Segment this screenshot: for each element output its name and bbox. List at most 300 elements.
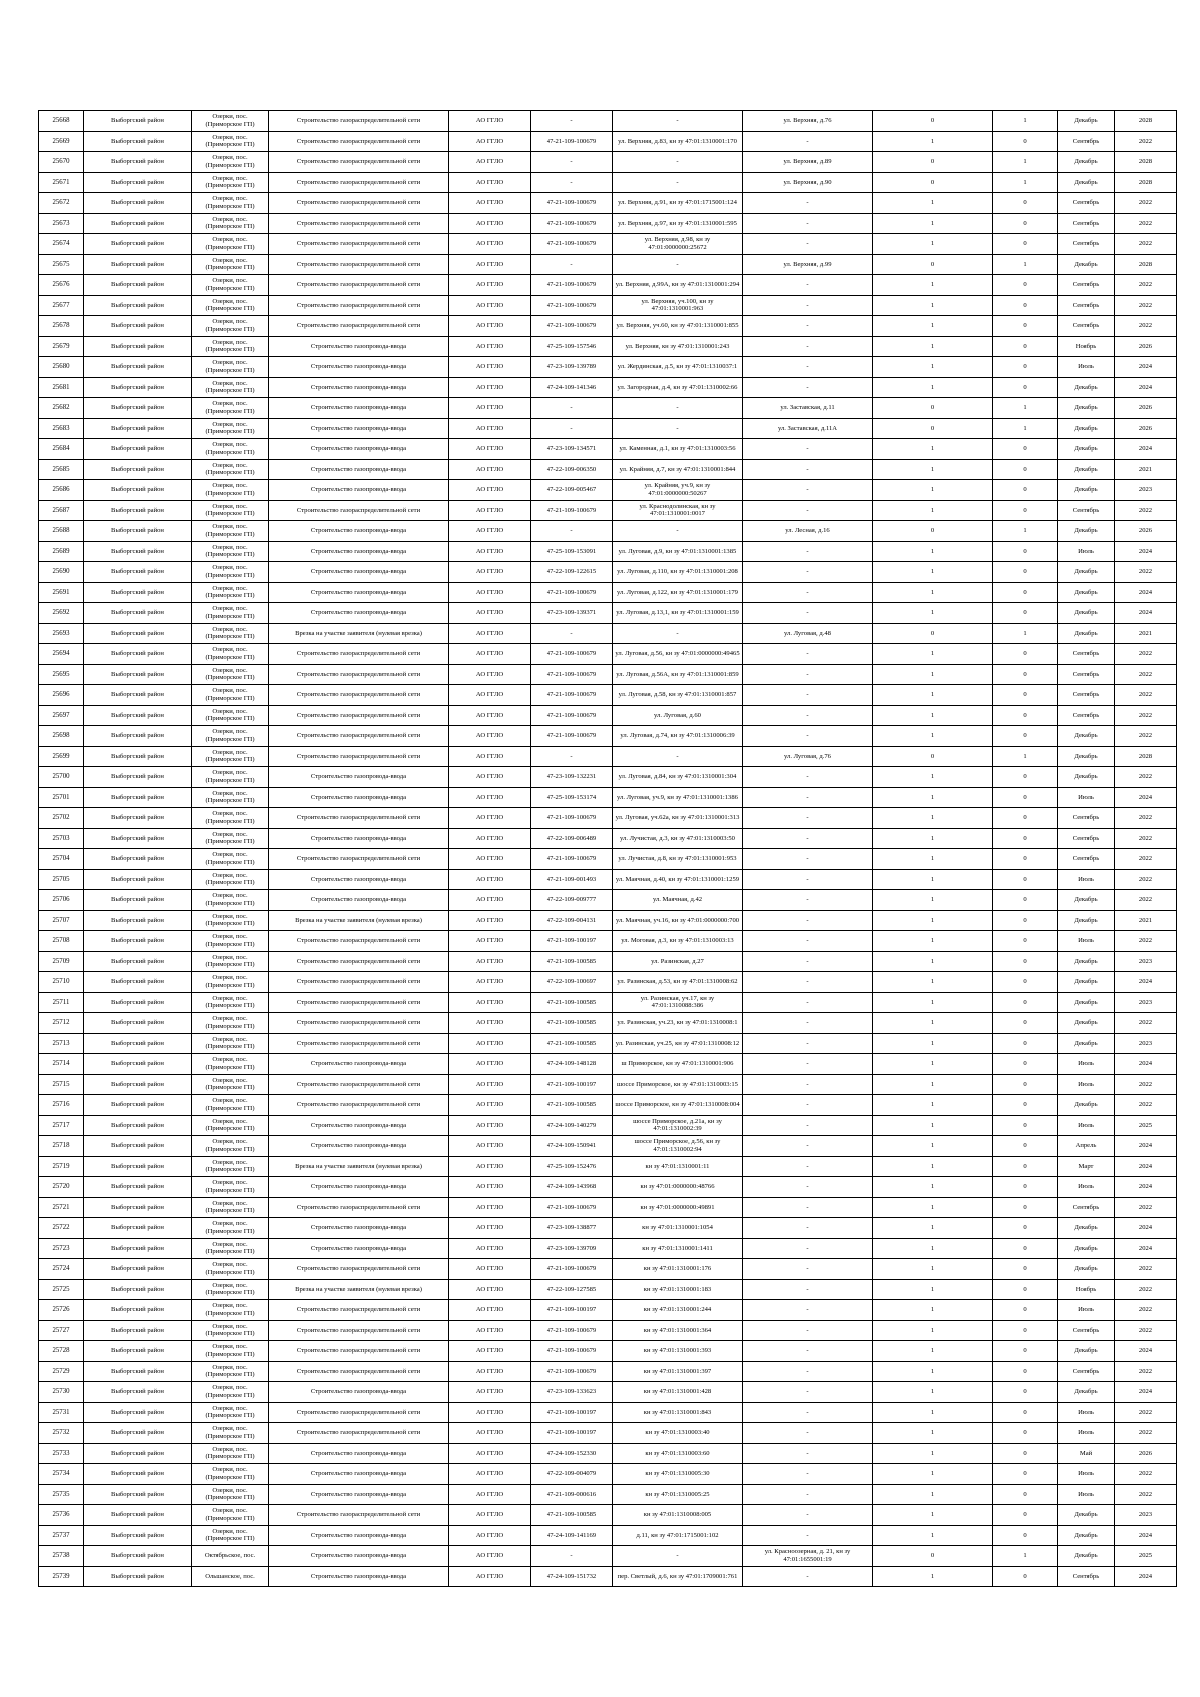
cell-work-type: Строительство газораспределительной сети bbox=[269, 951, 449, 972]
cell-number: 25670 bbox=[39, 152, 84, 173]
cell-count-without-contract: 0 bbox=[993, 1013, 1058, 1034]
cell-district: Выборгский район bbox=[84, 418, 192, 439]
cell-address-with-contract: ул. Верхняя, д.99А, кн зу 47:01:1310001:294 bbox=[613, 275, 743, 296]
cell-settlement: Озерки, пос. (Приморское ГП) bbox=[192, 1505, 269, 1526]
cell-organization: АО ГГЛО bbox=[449, 1013, 531, 1034]
cell-count-without-contract: 0 bbox=[993, 541, 1058, 562]
cell-address-without-contract: - bbox=[743, 808, 873, 829]
cell-count-with-contract: 1 bbox=[873, 1566, 993, 1587]
cell-address-without-contract: - bbox=[743, 1505, 873, 1526]
cell-address-without-contract: - bbox=[743, 193, 873, 214]
cell-work-type: Строительство газопровода-ввода bbox=[269, 439, 449, 460]
cell-district: Выборгский район bbox=[84, 172, 192, 193]
cell-count-with-contract: 1 bbox=[873, 664, 993, 685]
cell-application-number: 47-21-109-100585 bbox=[531, 951, 613, 972]
cell-organization: АО ГГЛО bbox=[449, 992, 531, 1013]
table-row bbox=[39, 828, 1177, 849]
cell-month: Декабрь bbox=[1058, 111, 1115, 132]
cell-count-without-contract: 0 bbox=[993, 500, 1058, 521]
cell-year: 2024 bbox=[1115, 972, 1177, 993]
cell-month: Декабрь bbox=[1058, 172, 1115, 193]
cell-number: 25736 bbox=[39, 1505, 84, 1526]
cell-month: Июль bbox=[1058, 1402, 1115, 1423]
cell-settlement: Озерки, пос. (Приморское ГП) bbox=[192, 1156, 269, 1177]
cell-year: 2028 bbox=[1115, 152, 1177, 173]
cell-organization: АО ГГЛО bbox=[449, 562, 531, 583]
cell-address-with-contract: д.11, кн зу 47:01:1715001:102 bbox=[613, 1525, 743, 1546]
cell-settlement: Озерки, пос. (Приморское ГП) bbox=[192, 1095, 269, 1116]
cell-year: 2022 bbox=[1115, 705, 1177, 726]
cell-organization: АО ГГЛО bbox=[449, 1300, 531, 1321]
cell-count-without-contract: 0 bbox=[993, 931, 1058, 952]
cell-number: 25722 bbox=[39, 1218, 84, 1239]
cell-month: Июль bbox=[1058, 1115, 1115, 1136]
cell-number: 25716 bbox=[39, 1095, 84, 1116]
cell-address-without-contract: - bbox=[743, 1484, 873, 1505]
cell-number: 25680 bbox=[39, 357, 84, 378]
table-row bbox=[39, 152, 1177, 173]
cell-application-number: 47-21-109-100679 bbox=[531, 295, 613, 316]
cell-address-without-contract: - bbox=[743, 1525, 873, 1546]
cell-application-number: 47-21-109-100679 bbox=[531, 808, 613, 829]
cell-count-without-contract: 0 bbox=[993, 1115, 1058, 1136]
cell-count-with-contract: 1 bbox=[873, 1300, 993, 1321]
cell-year: 2022 bbox=[1115, 275, 1177, 296]
cell-number: 25698 bbox=[39, 726, 84, 747]
table-row bbox=[39, 603, 1177, 624]
cell-address-with-contract: - bbox=[613, 111, 743, 132]
cell-count-without-contract: 0 bbox=[993, 1382, 1058, 1403]
cell-number: 25700 bbox=[39, 767, 84, 788]
cell-year: 2022 bbox=[1115, 664, 1177, 685]
cell-organization: АО ГГЛО bbox=[449, 685, 531, 706]
cell-count-without-contract: 0 bbox=[993, 1136, 1058, 1157]
cell-address-without-contract: - bbox=[743, 1136, 873, 1157]
cell-settlement: Озерки, пос. (Приморское ГП) bbox=[192, 152, 269, 173]
cell-count-without-contract: 0 bbox=[993, 193, 1058, 214]
cell-year: 2022 bbox=[1115, 234, 1177, 255]
cell-organization: АО ГГЛО bbox=[449, 603, 531, 624]
cell-work-type: Строительство газопровода-ввода bbox=[269, 1115, 449, 1136]
table-row bbox=[39, 1566, 1177, 1587]
cell-year: 2026 bbox=[1115, 418, 1177, 439]
cell-address-with-contract: ул. Луговая, д.110, кн зу 47:01:1310001:208 bbox=[613, 562, 743, 583]
cell-address-without-contract: - bbox=[743, 1197, 873, 1218]
cell-number: 25668 bbox=[39, 111, 84, 132]
cell-year: 2022 bbox=[1115, 1484, 1177, 1505]
cell-organization: АО ГГЛО bbox=[449, 808, 531, 829]
cell-count-without-contract: 0 bbox=[993, 377, 1058, 398]
cell-count-with-contract: 1 bbox=[873, 869, 993, 890]
cell-count-without-contract: 1 bbox=[993, 1546, 1058, 1567]
cell-year: 2024 bbox=[1115, 603, 1177, 624]
cell-count-without-contract: 0 bbox=[993, 644, 1058, 665]
cell-address-with-contract: - bbox=[613, 152, 743, 173]
cell-address-without-contract: - bbox=[743, 1423, 873, 1444]
cell-count-with-contract: 1 bbox=[873, 1218, 993, 1239]
cell-organization: АО ГГЛО bbox=[449, 849, 531, 870]
cell-application-number: 47-21-109-100585 bbox=[531, 1013, 613, 1034]
cell-settlement: Озерки, пос. (Приморское ГП) bbox=[192, 603, 269, 624]
cell-work-type: Врезка на участке заявителя (нулевая врезка) bbox=[269, 623, 449, 644]
cell-address-without-contract: - bbox=[743, 910, 873, 931]
cell-count-with-contract: 1 bbox=[873, 808, 993, 829]
cell-year: 2022 bbox=[1115, 1423, 1177, 1444]
cell-address-with-contract: ул. Разинская, д.53, кн зу 47:01:1310008:62 bbox=[613, 972, 743, 993]
cell-number: 25724 bbox=[39, 1259, 84, 1280]
cell-application-number: 47-22-109-100697 bbox=[531, 972, 613, 993]
cell-settlement: Озерки, пос. (Приморское ГП) bbox=[192, 111, 269, 132]
cell-address-with-contract: ул. Луговая, д.60 bbox=[613, 705, 743, 726]
cell-district: Выборгский район bbox=[84, 1238, 192, 1259]
cell-address-with-contract: кн зу 47:01:1310001:183 bbox=[613, 1279, 743, 1300]
cell-district: Выборгский район bbox=[84, 500, 192, 521]
cell-month: Декабрь bbox=[1058, 459, 1115, 480]
cell-count-with-contract: 1 bbox=[873, 1320, 993, 1341]
cell-district: Выборгский район bbox=[84, 705, 192, 726]
cell-settlement: Озерки, пос. (Приморское ГП) bbox=[192, 1033, 269, 1054]
cell-settlement: Озерки, пос. (Приморское ГП) bbox=[192, 623, 269, 644]
cell-month: Сентябрь bbox=[1058, 500, 1115, 521]
cell-count-without-contract: 0 bbox=[993, 275, 1058, 296]
cell-address-without-contract: ул. Верхняя, д.90 bbox=[743, 172, 873, 193]
cell-address-without-contract: ул. Красноозерная, д. 21, кн зу 47:01:1655001:19 bbox=[743, 1546, 873, 1567]
cell-count-without-contract: 0 bbox=[993, 1484, 1058, 1505]
cell-application-number: 47-23-109-133623 bbox=[531, 1382, 613, 1403]
cell-application-number: 47-21-109-100679 bbox=[531, 500, 613, 521]
cell-work-type: Строительство газораспределительной сети bbox=[269, 931, 449, 952]
cell-count-with-contract: 1 bbox=[873, 1443, 993, 1464]
cell-address-with-contract: ул. Верхняя, уч.60, кн зу 47:01:1310001:855 bbox=[613, 316, 743, 337]
cell-year: 2024 bbox=[1115, 1177, 1177, 1198]
cell-count-without-contract: 1 bbox=[993, 418, 1058, 439]
cell-settlement: Озерки, пос. (Приморское ГП) bbox=[192, 131, 269, 152]
cell-number: 25729 bbox=[39, 1361, 84, 1382]
cell-address-with-contract: ул. Верхняя, д.83, кн зу 47:01:1310001:170 bbox=[613, 131, 743, 152]
cell-district: Выборгский район bbox=[84, 541, 192, 562]
cell-settlement: Озерки, пос. (Приморское ГП) bbox=[192, 931, 269, 952]
cell-address-with-contract: ул. Разинская, д.27 bbox=[613, 951, 743, 972]
cell-district: Выборгский район bbox=[84, 1484, 192, 1505]
cell-count-with-contract: 0 bbox=[873, 521, 993, 542]
table-row bbox=[39, 849, 1177, 870]
cell-count-with-contract: 1 bbox=[873, 500, 993, 521]
table-row bbox=[39, 254, 1177, 275]
table-row bbox=[39, 1505, 1177, 1526]
cell-work-type: Строительство газораспределительной сети bbox=[269, 234, 449, 255]
cell-application-number: 47-24-109-150941 bbox=[531, 1136, 613, 1157]
cell-year: 2024 bbox=[1115, 1566, 1177, 1587]
cell-year: 2023 bbox=[1115, 992, 1177, 1013]
cell-settlement: Озерки, пос. (Приморское ГП) bbox=[192, 972, 269, 993]
cell-organization: АО ГГЛО bbox=[449, 111, 531, 132]
cell-address-with-contract: ул. Маячная, д.42 bbox=[613, 890, 743, 911]
cell-address-without-contract: - bbox=[743, 234, 873, 255]
cell-organization: АО ГГЛО bbox=[449, 972, 531, 993]
cell-month: Сентябрь bbox=[1058, 295, 1115, 316]
cell-application-number: 47-24-109-141346 bbox=[531, 377, 613, 398]
cell-year: 2024 bbox=[1115, 439, 1177, 460]
cell-application-number: 47-24-109-148128 bbox=[531, 1054, 613, 1075]
cell-month: Июль bbox=[1058, 1177, 1115, 1198]
cell-address-with-contract: кн зу 47:01:1310001:364 bbox=[613, 1320, 743, 1341]
cell-work-type: Строительство газопровода-ввода bbox=[269, 398, 449, 419]
cell-month: Июль bbox=[1058, 1300, 1115, 1321]
cell-application-number: 47-21-109-100197 bbox=[531, 931, 613, 952]
table-row bbox=[39, 1464, 1177, 1485]
cell-count-without-contract: 0 bbox=[993, 582, 1058, 603]
cell-address-without-contract: ул. Луговая, д.48 bbox=[743, 623, 873, 644]
cell-address-without-contract: ул. Заставская, д.11 bbox=[743, 398, 873, 419]
cell-number: 25702 bbox=[39, 808, 84, 829]
cell-organization: АО ГГЛО bbox=[449, 1095, 531, 1116]
cell-settlement: Октябрьское, пос. bbox=[192, 1546, 269, 1567]
cell-organization: АО ГГЛО bbox=[449, 316, 531, 337]
cell-address-without-contract: - bbox=[743, 890, 873, 911]
cell-work-type: Строительство газораспределительной сети bbox=[269, 1320, 449, 1341]
cell-number: 25731 bbox=[39, 1402, 84, 1423]
cell-count-with-contract: 1 bbox=[873, 1484, 993, 1505]
cell-work-type: Строительство газораспределительной сети bbox=[269, 1074, 449, 1095]
table-row bbox=[39, 1259, 1177, 1280]
cell-work-type: Строительство газопровода-ввода bbox=[269, 377, 449, 398]
cell-month: Июль bbox=[1058, 357, 1115, 378]
cell-month: Июль bbox=[1058, 1484, 1115, 1505]
cell-settlement: Ольшанское, пос. bbox=[192, 1566, 269, 1587]
cell-address-without-contract: - bbox=[743, 685, 873, 706]
cell-application-number: 47-24-109-141169 bbox=[531, 1525, 613, 1546]
cell-address-without-contract: - bbox=[743, 1402, 873, 1423]
cell-count-without-contract: 0 bbox=[993, 1525, 1058, 1546]
cell-year: 2023 bbox=[1115, 480, 1177, 501]
cell-settlement: Озерки, пос. (Приморское ГП) bbox=[192, 172, 269, 193]
table-row bbox=[39, 336, 1177, 357]
cell-month: Апрель bbox=[1058, 1136, 1115, 1157]
cell-number: 25681 bbox=[39, 377, 84, 398]
cell-district: Выборгский район bbox=[84, 910, 192, 931]
cell-address-without-contract: - bbox=[743, 951, 873, 972]
cell-address-with-contract: - bbox=[613, 398, 743, 419]
cell-address-without-contract: ул. Верхняя, д.89 bbox=[743, 152, 873, 173]
table-row bbox=[39, 1074, 1177, 1095]
cell-work-type: Врезка на участке заявителя (нулевая врезка) bbox=[269, 910, 449, 931]
cell-settlement: Озерки, пос. (Приморское ГП) bbox=[192, 685, 269, 706]
cell-organization: АО ГГЛО bbox=[449, 1464, 531, 1485]
cell-organization: АО ГГЛО bbox=[449, 439, 531, 460]
cell-address-without-contract: - bbox=[743, 1382, 873, 1403]
cell-count-without-contract: 0 bbox=[993, 1197, 1058, 1218]
cell-address-with-contract: ул. Разинская, уч.25, кн зу 47:01:1310008:12 bbox=[613, 1033, 743, 1054]
cell-address-with-contract: кн зу 47:01:1310001:1411 bbox=[613, 1238, 743, 1259]
cell-address-with-contract: ул. Луговая, д.13,1, кн зу 47:01:1310001:159 bbox=[613, 603, 743, 624]
cell-year: 2022 bbox=[1115, 562, 1177, 583]
cell-organization: АО ГГЛО bbox=[449, 131, 531, 152]
table-row bbox=[39, 1279, 1177, 1300]
cell-year: 2021 bbox=[1115, 910, 1177, 931]
cell-organization: АО ГГЛО bbox=[449, 787, 531, 808]
cell-district: Выборгский район bbox=[84, 1505, 192, 1526]
cell-organization: АО ГГЛО bbox=[449, 295, 531, 316]
cell-count-with-contract: 1 bbox=[873, 582, 993, 603]
cell-work-type: Строительство газораспределительной сети bbox=[269, 664, 449, 685]
cell-address-with-contract: - bbox=[613, 1546, 743, 1567]
cell-address-without-contract: - bbox=[743, 726, 873, 747]
cell-year: 2026 bbox=[1115, 521, 1177, 542]
cell-district: Выборгский район bbox=[84, 1177, 192, 1198]
cell-year: 2022 bbox=[1115, 295, 1177, 316]
cell-application-number: 47-21-109-100679 bbox=[531, 213, 613, 234]
cell-number: 25712 bbox=[39, 1013, 84, 1034]
cell-count-with-contract: 1 bbox=[873, 336, 993, 357]
cell-month: Декабрь bbox=[1058, 480, 1115, 501]
table-row bbox=[39, 1013, 1177, 1034]
cell-count-with-contract: 1 bbox=[873, 1525, 993, 1546]
cell-application-number: 47-21-109-100679 bbox=[531, 1197, 613, 1218]
cell-address-without-contract: - bbox=[743, 1013, 873, 1034]
cell-district: Выборгский район bbox=[84, 336, 192, 357]
cell-organization: АО ГГЛО bbox=[449, 951, 531, 972]
cell-month: Декабрь bbox=[1058, 521, 1115, 542]
cell-district: Выборгский район bbox=[84, 849, 192, 870]
cell-work-type: Строительство газопровода-ввода bbox=[269, 521, 449, 542]
cell-settlement: Озерки, пос. (Приморское ГП) bbox=[192, 1423, 269, 1444]
cell-organization: АО ГГЛО bbox=[449, 1484, 531, 1505]
cell-settlement: Озерки, пос. (Приморское ГП) bbox=[192, 890, 269, 911]
cell-address-without-contract: - bbox=[743, 1443, 873, 1464]
cell-address-with-contract: ул. Маячная, уч.16, кн зу 47:01:0000000:700 bbox=[613, 910, 743, 931]
cell-count-with-contract: 1 bbox=[873, 275, 993, 296]
cell-year: 2022 bbox=[1115, 1361, 1177, 1382]
cell-application-number: 47-21-109-100679 bbox=[531, 644, 613, 665]
cell-application-number: - bbox=[531, 172, 613, 193]
cell-application-number: - bbox=[531, 152, 613, 173]
cell-year: 2025 bbox=[1115, 1115, 1177, 1136]
cell-count-with-contract: 1 bbox=[873, 992, 993, 1013]
cell-address-with-contract: ул. Лучистая, д.8, кн зу 47:01:1310001:953 bbox=[613, 849, 743, 870]
cell-year: 2028 bbox=[1115, 111, 1177, 132]
cell-application-number: 47-21-109-000616 bbox=[531, 1484, 613, 1505]
cell-organization: АО ГГЛО bbox=[449, 582, 531, 603]
cell-district: Выборгский район bbox=[84, 295, 192, 316]
cell-organization: АО ГГЛО bbox=[449, 1423, 531, 1444]
cell-settlement: Озерки, пос. (Приморское ГП) bbox=[192, 521, 269, 542]
cell-address-with-contract: ул. Луговая, д.74, кн зу 47:01:1310006:39 bbox=[613, 726, 743, 747]
cell-number: 25673 bbox=[39, 213, 84, 234]
cell-month: Декабрь bbox=[1058, 603, 1115, 624]
cell-address-without-contract: - bbox=[743, 1566, 873, 1587]
table-row bbox=[39, 1136, 1177, 1157]
cell-count-without-contract: 0 bbox=[993, 131, 1058, 152]
cell-application-number: - bbox=[531, 418, 613, 439]
cell-number: 25710 bbox=[39, 972, 84, 993]
cell-application-number: 47-21-109-100197 bbox=[531, 1423, 613, 1444]
cell-work-type: Строительство газораспределительной сети bbox=[269, 1259, 449, 1280]
cell-work-type: Строительство газопровода-ввода bbox=[269, 357, 449, 378]
cell-settlement: Озерки, пос. (Приморское ГП) bbox=[192, 1443, 269, 1464]
cell-address-without-contract: - bbox=[743, 787, 873, 808]
cell-settlement: Озерки, пос. (Приморское ГП) bbox=[192, 459, 269, 480]
cell-year: 2022 bbox=[1115, 1095, 1177, 1116]
cell-application-number: 47-25-109-157546 bbox=[531, 336, 613, 357]
cell-work-type: Строительство газопровода-ввода bbox=[269, 869, 449, 890]
cell-address-with-contract: кн зу 47:01:0000000:49891 bbox=[613, 1197, 743, 1218]
cell-address-without-contract: - bbox=[743, 131, 873, 152]
table-row bbox=[39, 1177, 1177, 1198]
cell-month: Июль bbox=[1058, 1423, 1115, 1444]
cell-work-type: Строительство газопровода-ввода bbox=[269, 336, 449, 357]
cell-address-with-contract: ул. Луговая, д.9, кн зу 47:01:1310001:1385 bbox=[613, 541, 743, 562]
cell-address-with-contract: кн зу 47:01:0000000:48766 bbox=[613, 1177, 743, 1198]
table-row bbox=[39, 1300, 1177, 1321]
cell-address-with-contract: - bbox=[613, 172, 743, 193]
cell-organization: АО ГГЛО bbox=[449, 1382, 531, 1403]
table-row bbox=[39, 480, 1177, 501]
cell-number: 25733 bbox=[39, 1443, 84, 1464]
cell-work-type: Строительство газораспределительной сети bbox=[269, 254, 449, 275]
cell-application-number: 47-22-109-005467 bbox=[531, 480, 613, 501]
cell-address-without-contract: - bbox=[743, 562, 873, 583]
cell-application-number: 47-23-109-139709 bbox=[531, 1238, 613, 1259]
cell-number: 25703 bbox=[39, 828, 84, 849]
cell-district: Выборгский район bbox=[84, 931, 192, 952]
cell-count-without-contract: 0 bbox=[993, 972, 1058, 993]
cell-work-type: Строительство газораспределительной сети bbox=[269, 1423, 449, 1444]
cell-application-number: 47-21-109-100197 bbox=[531, 1300, 613, 1321]
cell-work-type: Строительство газораспределительной сети bbox=[269, 172, 449, 193]
cell-count-with-contract: 1 bbox=[873, 541, 993, 562]
cell-district: Выборгский район bbox=[84, 521, 192, 542]
cell-address-with-contract: ул. Верхняя, уч.100, кн зу 47:01:1310001:963 bbox=[613, 295, 743, 316]
cell-count-with-contract: 1 bbox=[873, 1238, 993, 1259]
table-row bbox=[39, 890, 1177, 911]
cell-address-with-contract: ул. Загородная, д.4, кн зу 47:01:1310002:66 bbox=[613, 377, 743, 398]
cell-settlement: Озерки, пос. (Приморское ГП) bbox=[192, 869, 269, 890]
cell-address-without-contract: - bbox=[743, 213, 873, 234]
cell-number: 25678 bbox=[39, 316, 84, 337]
cell-settlement: Озерки, пос. (Приморское ГП) bbox=[192, 1054, 269, 1075]
cell-organization: АО ГГЛО bbox=[449, 1218, 531, 1239]
cell-count-with-contract: 0 bbox=[873, 418, 993, 439]
cell-address-with-contract: кн зу 47:01:1310001:397 bbox=[613, 1361, 743, 1382]
cell-work-type: Строительство газопровода-ввода bbox=[269, 603, 449, 624]
cell-number: 25675 bbox=[39, 254, 84, 275]
cell-settlement: Озерки, пос. (Приморское ГП) bbox=[192, 336, 269, 357]
table-row bbox=[39, 972, 1177, 993]
cell-number: 25737 bbox=[39, 1525, 84, 1546]
cell-settlement: Озерки, пос. (Приморское ГП) bbox=[192, 951, 269, 972]
cell-count-without-contract: 1 bbox=[993, 623, 1058, 644]
cell-count-with-contract: 1 bbox=[873, 726, 993, 747]
cell-settlement: Озерки, пос. (Приморское ГП) bbox=[192, 541, 269, 562]
cell-number: 25725 bbox=[39, 1279, 84, 1300]
cell-number: 25686 bbox=[39, 480, 84, 501]
cell-number: 25701 bbox=[39, 787, 84, 808]
cell-number: 25719 bbox=[39, 1156, 84, 1177]
cell-count-with-contract: 1 bbox=[873, 1136, 993, 1157]
cell-organization: АО ГГЛО bbox=[449, 254, 531, 275]
cell-count-with-contract: 0 bbox=[873, 172, 993, 193]
cell-settlement: Озерки, пос. (Приморское ГП) bbox=[192, 1177, 269, 1198]
cell-month: Декабрь bbox=[1058, 623, 1115, 644]
cell-organization: АО ГГЛО bbox=[449, 172, 531, 193]
cell-organization: АО ГГЛО bbox=[449, 1197, 531, 1218]
cell-month: Сентябрь bbox=[1058, 644, 1115, 665]
cell-settlement: Озерки, пос. (Приморское ГП) bbox=[192, 275, 269, 296]
cell-count-without-contract: 0 bbox=[993, 1095, 1058, 1116]
cell-work-type: Строительство газораспределительной сети bbox=[269, 1300, 449, 1321]
cell-address-without-contract: - bbox=[743, 644, 873, 665]
cell-organization: АО ГГЛО bbox=[449, 1033, 531, 1054]
